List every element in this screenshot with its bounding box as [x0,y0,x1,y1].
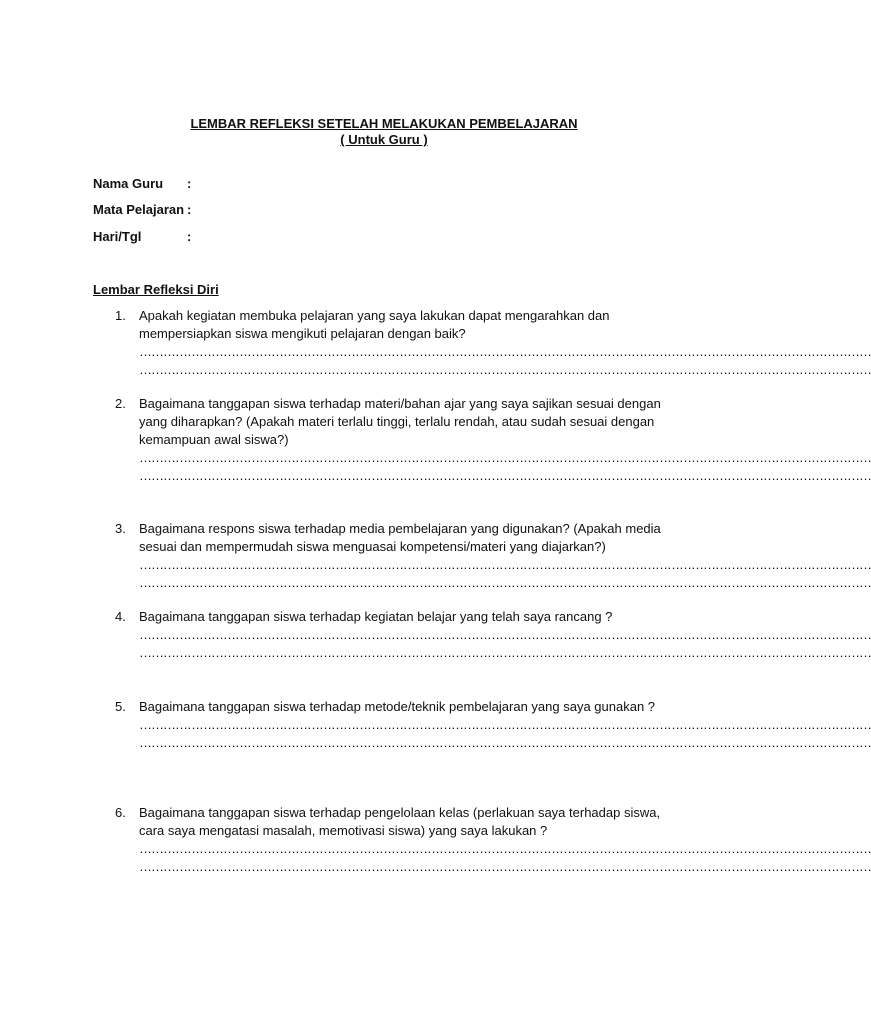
question-number: 6. [115,805,126,820]
field-nama-guru [93,176,191,192]
answer-line[interactable]: ………………………………………………………………………………………………………………………………………………………………… [139,841,871,856]
document-subtitle: ( Untuk Guru ) [340,132,428,147]
question-text: Bagaimana tanggapan siswa terhadap kegiatan belajar yang telah saya rancang ? [139,609,613,624]
field-colon: : [187,176,192,191]
question-number: 2. [115,396,126,411]
answer-line[interactable]: ………………………………………………………………………………………………………………………………………………………………… [139,717,871,732]
field-label: Hari/Tgl [93,229,142,244]
question-text: Bagaimana tanggapan siswa terhadap materi/bahan ajar yang saya sajikan sesuai dengan yang diharapkan? (Apakah materi terlalu tinggi, terlalu rendah, atau sudah sesuai dengan kemampuan awal siswa?) [139,396,661,447]
question-text: Bagaimana tanggapan siswa terhadap metode/teknik pembelajaran yang saya gunakan ? [139,699,656,714]
field-label: Nama Guru [93,176,164,191]
answer-line[interactable]: ………………………………………………………………………………………………………………………………………………………………… [139,557,871,572]
answer-line[interactable]: ………………………………………………………………………………………………………………………………………………………………… [139,468,871,483]
answer-line[interactable]: ………………………………………………………………………………………………………………………………………………………………… [139,735,871,750]
field-label: Mata Pelajaran [93,202,185,217]
answer-line[interactable]: ………………………………………………………………………………………………………………………………………………………………… [139,344,871,359]
question-text: Apakah kegiatan membuka pelajaran yang saya lakukan dapat mengarahkan dan mempersiapkan siswa mengikuti pelajaran dengan baik? [139,308,610,341]
question-number: 1. [115,308,126,323]
answer-line[interactable]: ………………………………………………………………………………………………………………………………………………………………… [139,627,871,642]
section-title: Lembar Refleksi Diri [93,282,219,297]
field-mata-pelajaran [93,202,191,218]
question-text: Bagaimana tanggapan siswa terhadap pengelolaan kelas (perlakuan saya terhadap siswa, cara saya mengatasi masalah, memotivasi siswa) yang saya lakukan ? [139,805,661,838]
answer-line[interactable]: ………………………………………………………………………………………………………………………………………………………………… [139,645,871,660]
question-number: 5. [115,699,126,714]
answer-line[interactable]: ………………………………………………………………………………………………………………………………………………………………… [139,859,871,874]
answer-line[interactable]: ………………………………………………………………………………………………………………………………………………………………… [139,362,871,377]
field-colon: : [187,229,192,244]
question-text: Bagaimana respons siswa terhadap media pembelajaran yang digunakan? (Apakah media sesuai dan mempermudah siswa menguasai kompetensi/materi yang diajarkan?) [139,521,661,554]
field-colon: : [187,202,192,217]
question-number: 4. [115,609,126,624]
field-hari-tgl [93,229,191,245]
answer-line[interactable]: ………………………………………………………………………………………………………………………………………………………………… [139,450,871,465]
answer-line[interactable]: ………………………………………………………………………………………………………………………………………………………………… [139,575,871,590]
document-title: LEMBAR REFLEKSI SETELAH MELAKUKAN PEMBELAJARAN [190,116,578,131]
question-number: 3. [115,521,126,536]
